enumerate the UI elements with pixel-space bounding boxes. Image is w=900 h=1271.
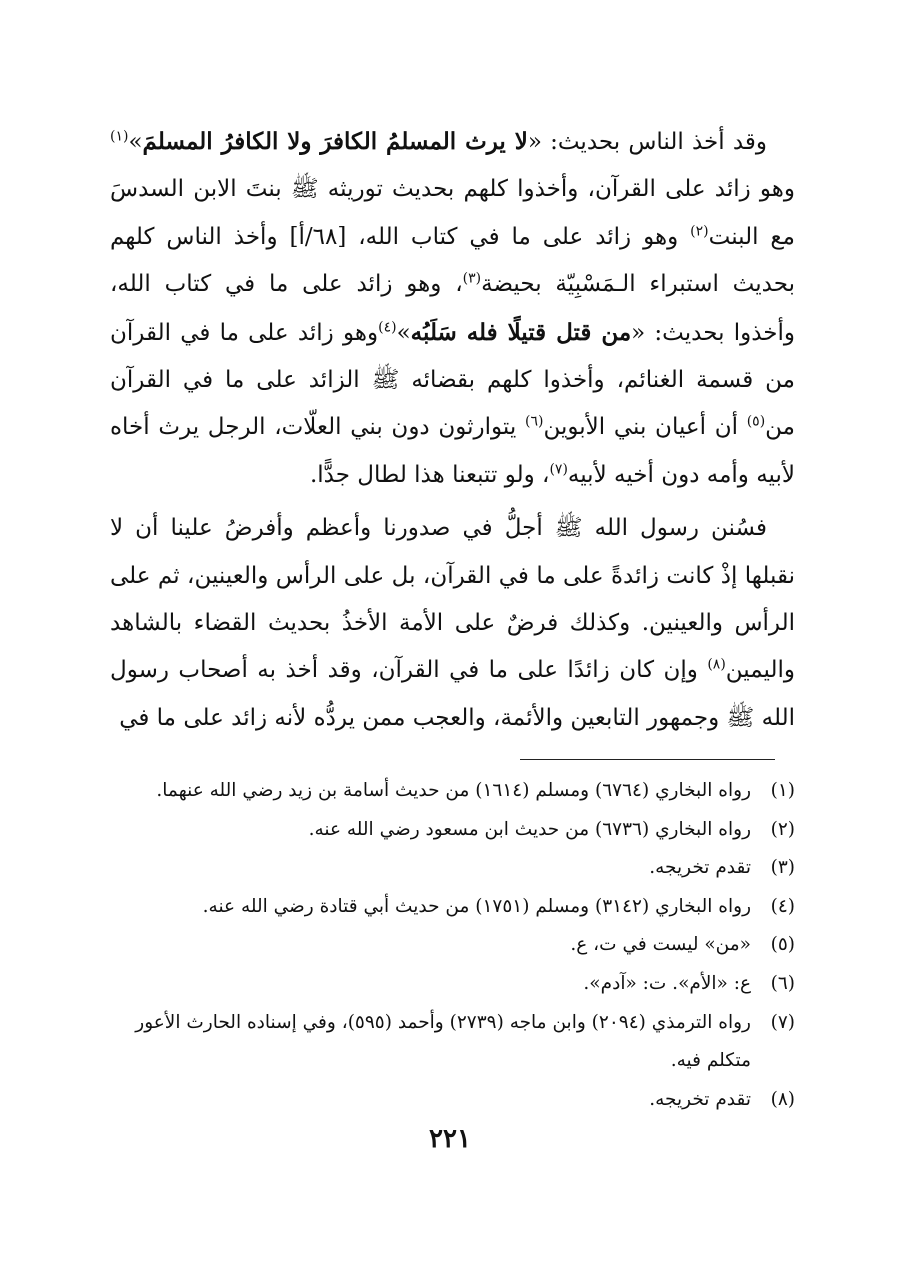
footnote-text: رواه الترمذي (٢٠٩٤) وابن ماجه (٢٧٣٩) وأحمد (٥٩٥)، وفي إسناده الحارث الأعور متكلم فيه. [135,1011,751,1072]
footnote-2 [110,811,795,850]
footnote-7 [110,1004,795,1081]
footnote-separator [520,759,775,760]
text-run: فسُنن رسول الله ﷺ أجلُّ في صدورنا وأعظم وأفرضُ علينا أن لا نقبلها إذْ كانت زائدةً على ما في القرآن، بل على الرأس والعينين، ثم على الرأس والعينين. وكذلك فرضٌ على الأمة الأخذُ بحديث القضاء بالشاهد واليمين [110,515,795,684]
footnote-text: «من» ليست في ت، ع. [570,934,751,956]
footnote-ref-6[interactable]: (٦) [524,413,544,430]
footnote-number: (١) [770,780,795,801]
text-run: » [128,129,143,155]
page-number: ٢٢١ [429,1124,471,1154]
text-run: يتوارثون دون بني العلّات، الرجل يرث أخاه لأبيه وأمه دون أخيه لأبيه [110,414,795,488]
footnote-number: (٢) [770,818,795,840]
paragraph-1 [110,118,795,499]
footnote-ref-3[interactable]: (٣) [462,270,482,287]
footnote-number: (٥) [770,934,795,956]
footnotes [110,772,795,1119]
footnote-ref-7[interactable]: (٧) [549,461,568,478]
footnote-5 [110,926,795,965]
text-run: وهو زائد على ما في كتاب الله، [٦٨/أ] وأخذ الناس كلهم بحديث استبراء الـمَسْبِيّة بحيضة [110,223,795,298]
footnote-3 [110,849,795,888]
footnote-1 [110,772,795,811]
footnote-8 [110,1081,795,1120]
main-text [110,118,795,742]
footnote-text: رواه البخاري (٣١٤٢) ومسلم (١٧٥١) من حديث أبي قتادة رضي الله عنه. [202,895,751,917]
footnote-4 [110,888,795,927]
footnote-ref-4[interactable]: (٤) [378,318,397,335]
footnote-ref-1[interactable]: (١) [110,128,129,145]
text-run: أن أعيان بني الأبوين [543,414,747,441]
text-run: ، وهو زائد على ما في كتاب الله، وأخذوا بحديث: « [110,271,795,346]
footnote-number: (٧) [770,1011,795,1033]
footnote-text: رواه البخاري (٦٧٣٦) من حديث ابن مسعود رضي الله عنه. [308,818,751,840]
footnote-text: ع: «الأم». ت: «آدم». [583,972,751,994]
footnote-number: (٨) [770,1088,795,1110]
text-run: وإن كان زائدًا على ما في القرآن، وقد أخذ به أصحاب رسول الله ﷺ وجمهور التابعين والأئمة، والعجب ممن يردُّه لأنه زائد على ما في [110,657,795,731]
hadith-quote: لا يرث المسلمُ الكافرَ ولا الكافرُ المسلمَ [142,128,528,155]
footnote-6 [110,965,795,1004]
footnote-ref-5[interactable]: (٥) [746,413,766,430]
text-run: وهو زائد على ما في القرآن من قسمة الغنائم، وأخذوا كلهم بقضائه ﷺ الزائد على ما في القرآن من [110,319,795,441]
paragraph-2 [110,505,795,742]
text-run: وهو زائد على القرآن، وأخذوا كلهم بحديث توريثه ﷺ بنتَ الابن السدسَ مع البنت [110,176,795,250]
footnote-text: تقدم تخريجه. [649,1088,751,1110]
footnote-ref-8[interactable]: (٨) [707,656,726,673]
text-run: » [396,319,411,346]
footnote-ref-2[interactable]: (٢) [690,223,709,240]
footnote-number: (٣) [770,857,795,879]
hadith-quote: من قتل قتيلًا فله سَلَبُه [410,318,632,346]
footnote-text: تقدم تخريجه. [649,857,751,879]
footnote-number: (٤) [770,895,795,917]
footnote-text: رواه البخاري (٦٧٦٤) ومسلم (١٦١٤) من حديث أسامة بن زيد رضي الله عنهما. [156,780,751,801]
footnote-number: (٦) [770,972,795,994]
text-run: وقد أخذ الناس بحديث: « [527,129,768,155]
text-run: ، ولو تتبعنا هذا لطال جدًّا. [309,461,550,488]
